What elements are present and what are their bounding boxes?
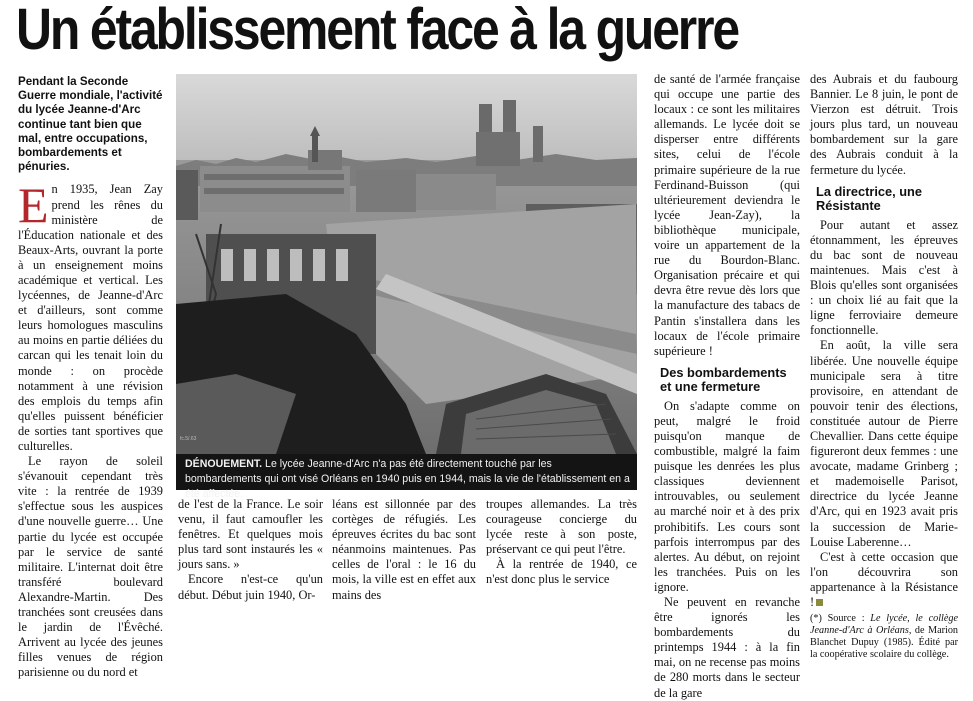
paragraph: C'est à cette occasion que l'on découvrira son appartenance à la Résistance !	[810, 549, 958, 609]
paragraph: des Aubrais et du faubourg Bannier. Le 8 juin, le pont de Vierzon est détruit. Trois jours plus tard, un nouveau bombardement sur la gare des Aubrais conduit à la fermeture du lycée.	[810, 72, 958, 177]
end-mark	[816, 599, 823, 606]
paragraph: À la rentrée de 1940, ce n'est donc plus le service	[486, 557, 637, 587]
paragraph: Pour autant et assez étonnamment, les épreuves du bac sont de nouveau maintenues. Mais c'est à Blois qu'elles sont organisées : un choix lié au fait que la ligne ferroviaire demeure fonctionnelle.	[810, 217, 958, 338]
column-6	[810, 72, 958, 661]
paragraph: de santé de l'armée française qui occupe une partie des locaux : ce sont les militaires allemands. Le lycée doit se disperser entre différents sites, celui de l'école primaire supérieure de la rue Ferdinand-Buisson (qui ultérieurement deviendra le lycée Jean-Zay), la bibliothèque municipale, voire un appartement de la rue du Bourdon-Blanc. Organisation précaire et qui devra être revue dès lors que la manufacture des tabacs de Pantin s'installera dans les locaux de l'école primaire supérieure !	[654, 72, 800, 358]
paragraph: troupes allemandes. La très courageuse concierge du lycée reste à son poste, préservant ce qui peut l'être.	[486, 497, 637, 557]
subheading: Des bombardements et une fermeture	[660, 364, 787, 394]
subheading: La directrice, une Résistante	[816, 183, 922, 213]
column-4	[486, 497, 637, 588]
column-3	[332, 497, 476, 603]
column-1	[18, 75, 163, 681]
paragraph: En 1935, Jean Zay prend les rênes du ministère de l'Éducation nationale et des Beaux-Arts, ouvrant la porte à un enseignement moins académique et vertical. Les lycéennes, de Jeanne-d'Arc et d'ailleurs, sont comme leurs homologues masculins au moins en partie déliées du carcan qui les tenait loin du monde : on procède notamment à une révision des emplois du temps afin qu'elles puissent bénéficier de sorties tant sportives que culturelles.	[18, 177, 163, 454]
paragraph: léans est sillonnée par des cortèges de réfugiés. Les épreuves écrites du bac sont néanmoins maintenues. Pas celles de l'oral : le 16 du mois, la ville est en effet aux mains des	[332, 497, 476, 602]
paragraph: Le rayon de soleil s'évanouit cependant très vite : la rentrée de 1939 s'effectue sous les auspices d'une nouvelle guerre… Une partie du lycée est occupée par le service de santé militaire. L'internat doit être transféré boulevard Alexandre-Martin. Des tranchées sont creusées dans le jardin de l'Évêché. Arrivent au lycée des jeunes filles venues de région parisienne ou du nord et	[18, 454, 163, 680]
paragraph: Ne peuvent en revanche être ignorés les bombardements du printemps 1944 : à la fin mai, on ne recense pas moins de 280 morts dans le secteur de la gare	[654, 595, 800, 700]
photo-credit: fc.5/.63	[180, 436, 197, 442]
photo-caption	[176, 454, 637, 500]
caption-text: Le lycée Jeanne-d'Arc n'a pas été directement touché par les bombardements qui ont visé Orléans en 1940 puis en 1944, mais la vie de l'établissement en a été affectée.	[185, 458, 630, 500]
drop-cap: E	[18, 177, 49, 234]
caption-label: DÉNOUEMENT.	[185, 458, 263, 470]
headline: Un établissement face à la guerre	[16, 0, 738, 62]
photo-image	[176, 74, 637, 454]
column-5	[654, 72, 800, 701]
lead-paragraph: Pendant la Seconde Guerre mondiale, l'activité du lycée Jeanne-d'Arc continue tant bien que mal, entre occupations, bombardements et pénuries.	[18, 75, 163, 174]
column-2	[178, 497, 323, 603]
footnote: (*) Source : Le lycée, le collège Jeanne-d'Arc à Orléans, de Marion Blanchet Dupuy (1985). Édité par la coopérative scolaire du collège.	[810, 613, 959, 661]
photo-orleans-ruins	[176, 74, 637, 454]
paragraph: Encore n'est-ce qu'un début. Début juin 1940, Or-	[178, 572, 323, 602]
paragraph: En août, la ville sera libérée. Une nouvelle équipe municipale sera à titre provisoire, en attendant de pouvoir tenir des élections, constituée autour de Pierre Chevallier. Dans cette équipe figureront deux femmes : une avocate, madame Grinberg ; et mademoiselle Parisot, directrice du lycée Jeanne d'Arc, qui en 1923 avait pris la succession de Marie-Louise Laberenne…	[810, 338, 958, 549]
paragraph: de l'est de la France. Le soir venu, il faut camoufler les fenêtres. Et quelques mois plus tard sont instaurés les « jours sans. »	[178, 497, 323, 572]
paragraph: On s'adapte comme on peut, malgré le froid puisqu'on manque de combustible, malgré la faim puisque les denrées les plus classiques deviennent introuvables, ou seulement au marché noir et à des prix prohibitifs. Les cours sont parfois interrompus par des alertes. Au début, on rejoint les tranchées. Puis on les ignore.	[654, 398, 800, 594]
